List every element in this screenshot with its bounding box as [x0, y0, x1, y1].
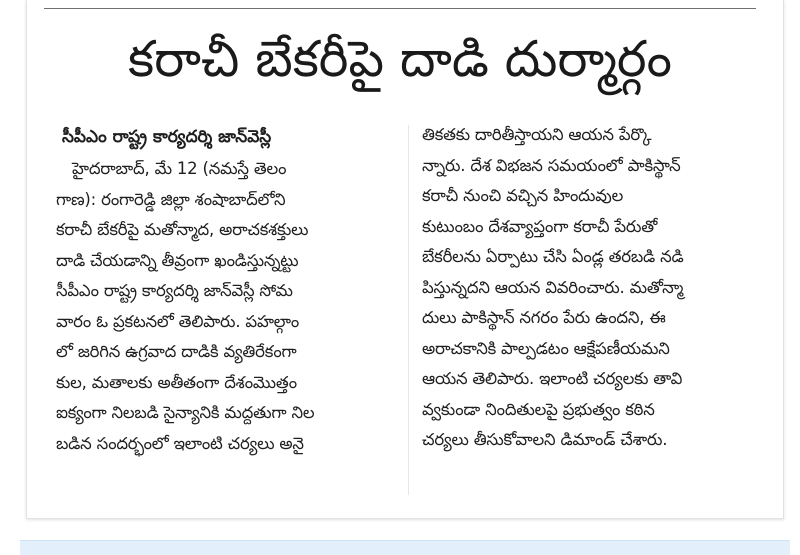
body-line: న్నారు. దేశ విభజన సమయంలో పాకిస్థాన్: [422, 155, 681, 175]
top-rule: [44, 8, 756, 9]
body-line: దులు పాకిస్థాన్ నగరం పేరు ఉందని, ఈ: [422, 308, 666, 327]
body-line: లో జరిగిన ఉగ్రవాద దాడికి వ్యతిరేకంగా: [56, 342, 297, 361]
body-line: ఐక్యంగా నిలబడి సైన్యానికి మద్దతుగా నిల: [56, 403, 315, 422]
body-line: తికతకు దారితీస్తాయని ఆయన పేర్కొ: [422, 125, 652, 144]
body-line: వారం ఓ ప్రకటనలో తెలిపారు. పహల్గాం: [56, 311, 300, 331]
body-line: వ్వకుండా నిందితులపై ప్రభుత్వం కఠిన: [422, 399, 655, 419]
body-line: సీపీఎం రాష్ట్ర కార్యదర్శి జాన్‌వెస్లీ సోమ: [56, 281, 293, 300]
headline: కరాచీ బేకరీపై దాడి దుర్మార్గం: [128, 30, 672, 88]
column-left: [56, 120, 396, 500]
body-line: కుల, మతాలకు అతీతంగా దేశంమొత్తం: [56, 372, 297, 392]
column-divider: [408, 125, 409, 495]
body-line: కుటుంబం దేశవ్యాప్తంగా కరాచీ పేరుతో: [422, 216, 658, 236]
body-line: దాడి చేయడాన్ని తీవ్రంగా ఖండిస్తున్నట్టు: [56, 250, 299, 270]
body-line: కరాచీ బేకరీపై మతోన్మాద, అరాచకశక్తులు: [56, 220, 309, 239]
body-line: గాణ): రంగారెడ్డి జిల్లా శంషాబాద్‌లోని: [56, 189, 286, 209]
body-line: పిస్తున్నదని ఆయన వివరించారు. మతోన్మా: [422, 277, 684, 297]
body-line: కరాచీ నుంచి వచ్చిన హిందువుల: [422, 186, 624, 205]
body-line: అరాచకానికి పాల్పడటం ఆక్షేపణీయమని: [422, 338, 670, 358]
body-line: బడిన సందర్భంలో ఇలాంటి చర్యలు అనై: [56, 433, 304, 453]
bottom-strip: [20, 540, 790, 555]
body-line: చర్యలు తీసుకోవాలని డిమాండ్ చేశారు.: [422, 430, 668, 449]
byline: సీపీఎం రాష్ట్ర కార్యదర్శి జాన్‌వెస్లీ: [62, 127, 272, 147]
body-line: ఆయన తెలిపారు. ఇలాంటి చర్యలకు తావి: [422, 369, 683, 388]
body-line: బేకరీలను ఏర్పాటు చేసి ఏండ్ల తరబడి నడి: [422, 247, 684, 266]
body-line: హైదరాబాద్, మే 12 (నమస్తే తెలం: [72, 159, 287, 178]
column-right: [422, 120, 764, 500]
